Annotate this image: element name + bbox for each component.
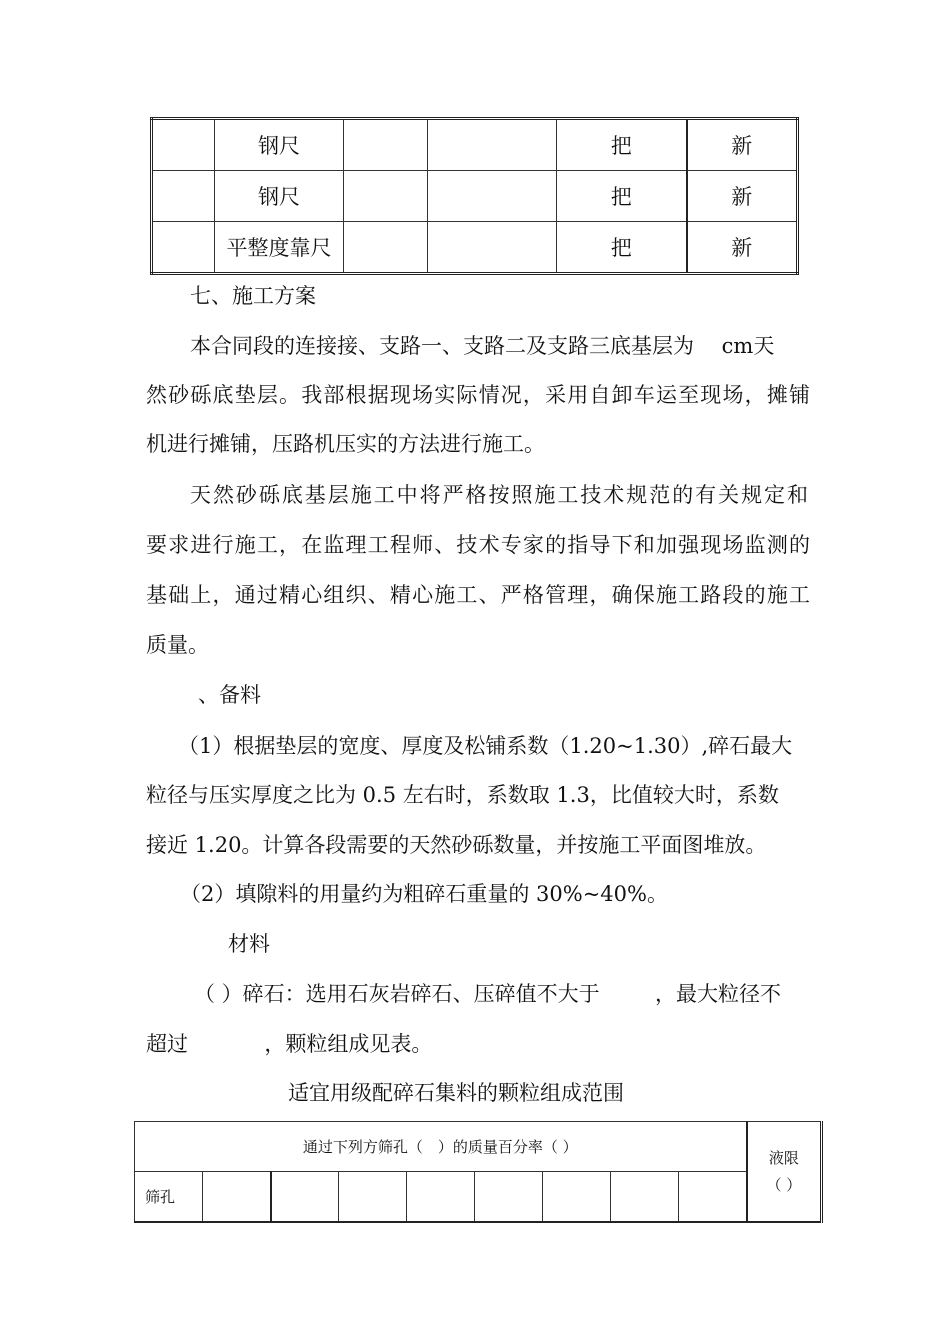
table-cell [543, 1172, 611, 1222]
section-heading: 七、施工方案 [190, 284, 316, 308]
paragraph-line: 质量。 [146, 633, 209, 657]
equipment-status: 新 [687, 222, 798, 274]
paragraph-line: （1）根据垫层的宽度、厚度及松铺系数（1.20~1.30）,碎石最大 [178, 734, 793, 758]
paragraph-line: 然砂砾底垫层。我部根据现场实际情况，采用自卸车运至现场，摊铺 [146, 383, 810, 407]
paragraph-line: （ ）碎石：选用石灰岩碎石、压碎值不大于 ，最大粒径不 [194, 982, 782, 1006]
equipment-status: 新 [687, 171, 798, 222]
equipment-table [150, 117, 799, 275]
table-cell [611, 1172, 679, 1222]
table-cell [428, 222, 557, 274]
equipment-name: 钢尺 [215, 119, 344, 171]
subheading-materials-prep: 、备料 [198, 683, 261, 707]
table-cell [475, 1172, 543, 1222]
sieve-header: 通过下列方筛孔（ ）的质量百分率（ ） [135, 1122, 747, 1172]
table-cell [428, 171, 557, 222]
table-cell [344, 119, 428, 171]
sieve-table [134, 1121, 823, 1223]
equipment-name: 钢尺 [215, 171, 344, 222]
liquid-limit-header [747, 1122, 822, 1222]
table-cell [344, 222, 428, 274]
paragraph-line: 要求进行施工，在监理工程师、技术专家的指导下和加强现场监测的 [146, 533, 810, 557]
table-cell [152, 119, 215, 171]
table-cell [152, 171, 215, 222]
table-row [135, 1172, 822, 1222]
table-row [135, 1122, 822, 1172]
equipment-name: 平整度靠尺 [215, 222, 344, 274]
equipment-unit: 把 [557, 222, 687, 274]
paragraph-line: （2）填隙料的用量约为粗碎石重量的 30%~40%。 [180, 882, 668, 906]
table-cell [203, 1172, 271, 1222]
liquid-limit-unit: （ ） [766, 1176, 802, 1195]
table-cell [428, 119, 557, 171]
paragraph-line: 本合同段的连接接、支路一、支路二及支路三底基层为 cm天 [190, 334, 775, 358]
equipment-unit: 把 [557, 171, 687, 222]
equipment-status: 新 [687, 119, 798, 171]
sieve-row-label: 筛孔 [135, 1172, 203, 1222]
table-cell [679, 1172, 747, 1222]
table-cell [407, 1172, 475, 1222]
liquid-limit-label: 液限 [768, 1149, 799, 1168]
table-cell [339, 1172, 407, 1222]
equipment-unit: 把 [557, 119, 687, 171]
paragraph-line: 天然砂砾底基层施工中将严格按照施工技术规范的有关规定和 [190, 483, 808, 507]
table-cell [344, 171, 428, 222]
paragraph-line: 接近 1.20。计算各段需要的天然砂砾数量，并按施工平面图堆放。 [146, 833, 767, 857]
table-row [152, 119, 798, 171]
paragraph-line: 粒径与压实厚度之比为 0.5 左右时，系数取 1.3，比值较大时，系数 [146, 783, 779, 807]
subheading-materials: 材料 [228, 932, 270, 956]
table-row [152, 171, 798, 222]
paragraph-line: 超过 ，颗粒组成见表。 [146, 1032, 433, 1056]
table-caption: 适宜用级配碎石集料的颗粒组成范围 [288, 1081, 624, 1105]
table-cell [271, 1172, 339, 1222]
table-cell [152, 222, 215, 274]
paragraph-line: 机进行摊铺，压路机压实的方法进行施工。 [146, 432, 545, 456]
paragraph-line: 基础上，通过精心组织、精心施工、严格管理，确保施工路段的施工 [146, 583, 810, 607]
table-row [152, 222, 798, 274]
